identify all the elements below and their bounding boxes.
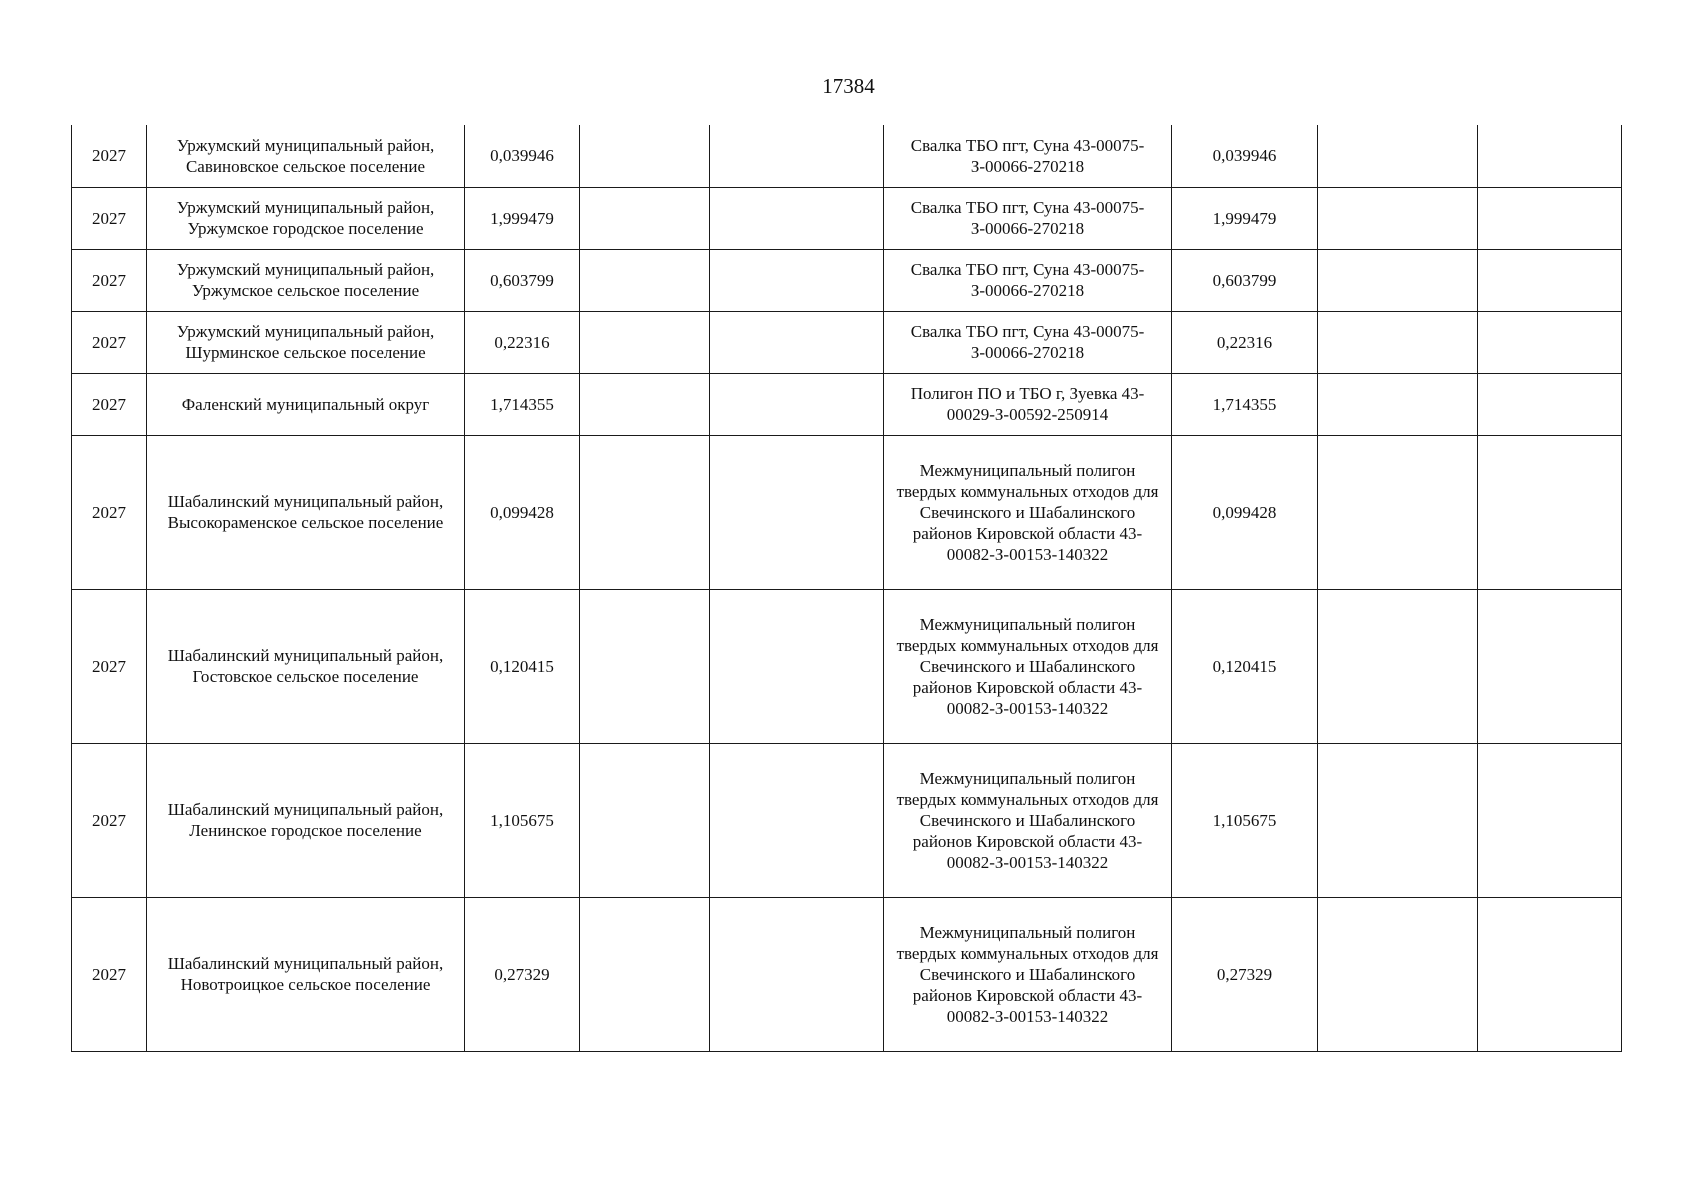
facility-cell: Свалка ТБО пгт, Суна 43-00075-З-00066-270218 — [884, 249, 1172, 311]
empty-cell — [1318, 897, 1478, 1051]
year-cell: 2027 — [72, 897, 147, 1051]
table-row — [72, 589, 1622, 743]
empty-cell — [580, 589, 710, 743]
territory-cell: Шабалинский муниципальный район, Гостовское сельское поселение — [147, 589, 465, 743]
facility-amount-cell: 1,105675 — [1172, 743, 1318, 897]
empty-cell — [580, 125, 710, 187]
year-cell: 2027 — [72, 743, 147, 897]
facility-amount-cell: 0,099428 — [1172, 435, 1318, 589]
empty-cell — [1478, 743, 1622, 897]
year-cell: 2027 — [72, 373, 147, 435]
empty-cell — [710, 897, 884, 1051]
empty-cell — [580, 187, 710, 249]
table-row — [72, 897, 1622, 1051]
facility-cell: Межмуниципальный полигон твердых коммунальных отходов для Свечинского и Шабалинского районов Кировской области 43-00082-З-00153-140322 — [884, 435, 1172, 589]
empty-cell — [710, 125, 884, 187]
empty-cell — [1478, 311, 1622, 373]
table-row — [72, 743, 1622, 897]
amount-cell: 0,603799 — [465, 249, 580, 311]
territory-cell: Шабалинский муниципальный район, Высокораменское сельское поселение — [147, 435, 465, 589]
amount-cell: 0,039946 — [465, 125, 580, 187]
territory-cell: Шабалинский муниципальный район, Ленинское городское поселение — [147, 743, 465, 897]
empty-cell — [1318, 435, 1478, 589]
territory-cell: Уржумский муниципальный район, Уржумское сельское поселение — [147, 249, 465, 311]
empty-cell — [710, 249, 884, 311]
year-cell: 2027 — [72, 311, 147, 373]
table-row — [72, 373, 1622, 435]
empty-cell — [1318, 249, 1478, 311]
amount-cell: 0,22316 — [465, 311, 580, 373]
empty-cell — [1478, 187, 1622, 249]
year-cell: 2027 — [72, 249, 147, 311]
empty-cell — [580, 743, 710, 897]
empty-cell — [580, 249, 710, 311]
empty-cell — [1478, 125, 1622, 187]
facility-cell: Полигон ПО и ТБО г, Зуевка 43-00029-З-00592-250914 — [884, 373, 1172, 435]
empty-cell — [1478, 373, 1622, 435]
year-cell: 2027 — [72, 589, 147, 743]
table-row — [72, 311, 1622, 373]
empty-cell — [580, 897, 710, 1051]
territory-cell: Уржумский муниципальный район, Уржумское городское поселение — [147, 187, 465, 249]
empty-cell — [1478, 897, 1622, 1051]
data-table — [71, 125, 1622, 1052]
page-number: 17384 — [822, 74, 875, 98]
empty-cell — [710, 743, 884, 897]
facility-amount-cell: 1,999479 — [1172, 187, 1318, 249]
amount-cell: 1,105675 — [465, 743, 580, 897]
empty-cell — [710, 435, 884, 589]
table-row — [72, 435, 1622, 589]
year-cell: 2027 — [72, 435, 147, 589]
facility-cell: Межмуниципальный полигон твердых коммунальных отходов для Свечинского и Шабалинского районов Кировской области 43-00082-З-00153-140322 — [884, 743, 1172, 897]
amount-cell: 0,120415 — [465, 589, 580, 743]
facility-amount-cell: 0,603799 — [1172, 249, 1318, 311]
territory-cell: Уржумский муниципальный район, Шурминское сельское поселение — [147, 311, 465, 373]
empty-cell — [1318, 743, 1478, 897]
facility-amount-cell: 0,27329 — [1172, 897, 1318, 1051]
empty-cell — [580, 373, 710, 435]
empty-cell — [1478, 249, 1622, 311]
facility-cell: Свалка ТБО пгт, Суна 43-00075-З-00066-270218 — [884, 311, 1172, 373]
empty-cell — [1318, 373, 1478, 435]
facility-cell: Межмуниципальный полигон твердых коммунальных отходов для Свечинского и Шабалинского районов Кировской области 43-00082-З-00153-140322 — [884, 897, 1172, 1051]
empty-cell — [580, 311, 710, 373]
table-row — [72, 187, 1622, 249]
table-row — [72, 249, 1622, 311]
empty-cell — [710, 373, 884, 435]
empty-cell — [1318, 125, 1478, 187]
amount-cell: 1,999479 — [465, 187, 580, 249]
facility-amount-cell: 0,22316 — [1172, 311, 1318, 373]
table-row — [72, 125, 1622, 187]
empty-cell — [1318, 311, 1478, 373]
empty-cell — [1478, 435, 1622, 589]
territory-cell: Шабалинский муниципальный район, Новотроицкое сельское поселение — [147, 897, 465, 1051]
empty-cell — [1318, 187, 1478, 249]
amount-cell: 0,27329 — [465, 897, 580, 1051]
facility-amount-cell: 0,120415 — [1172, 589, 1318, 743]
territory-cell: Уржумский муниципальный район, Савиновское сельское поселение — [147, 125, 465, 187]
facility-amount-cell: 1,714355 — [1172, 373, 1318, 435]
facility-cell: Свалка ТБО пгт, Суна 43-00075-З-00066-270218 — [884, 187, 1172, 249]
facility-cell: Межмуниципальный полигон твердых коммунальных отходов для Свечинского и Шабалинского районов Кировской области 43-00082-З-00153-140322 — [884, 589, 1172, 743]
facility-cell: Свалка ТБО пгт, Суна 43-00075-З-00066-270218 — [884, 125, 1172, 187]
amount-cell: 1,714355 — [465, 373, 580, 435]
year-cell: 2027 — [72, 125, 147, 187]
facility-amount-cell: 0,039946 — [1172, 125, 1318, 187]
empty-cell — [710, 589, 884, 743]
year-cell: 2027 — [72, 187, 147, 249]
empty-cell — [1478, 589, 1622, 743]
empty-cell — [580, 435, 710, 589]
amount-cell: 0,099428 — [465, 435, 580, 589]
empty-cell — [710, 187, 884, 249]
empty-cell — [1318, 589, 1478, 743]
empty-cell — [710, 311, 884, 373]
territory-cell: Фаленский муниципальный округ — [147, 373, 465, 435]
